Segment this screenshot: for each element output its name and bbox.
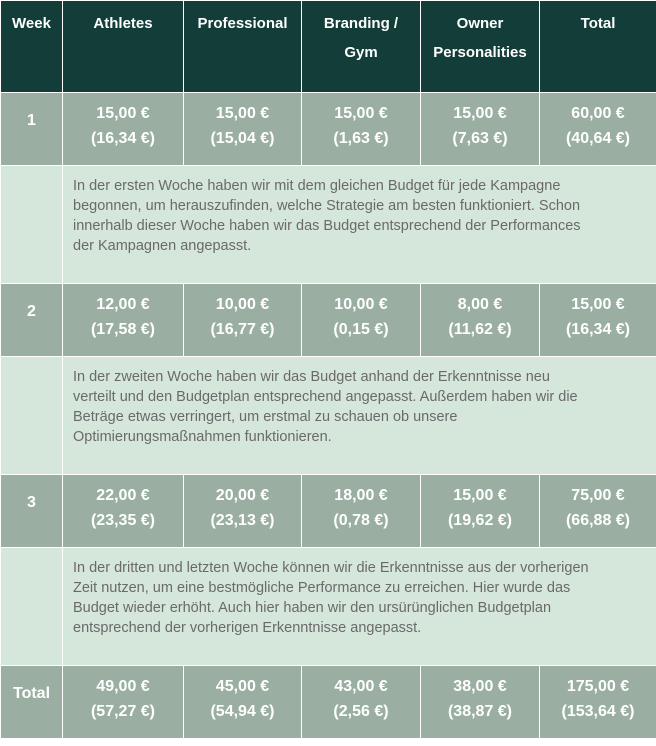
actual-value: (16,34 €) bbox=[565, 321, 631, 338]
cell-branding-gym bbox=[302, 475, 421, 548]
budget-value: 49,00 € bbox=[96, 678, 150, 695]
week-row bbox=[1, 284, 656, 357]
week-row bbox=[1, 475, 656, 548]
budget-value: 38,00 € bbox=[453, 678, 507, 695]
cell-owner-personalities bbox=[421, 93, 540, 166]
cell-total bbox=[540, 284, 656, 357]
header-branding-line2: Gym bbox=[344, 44, 378, 61]
actual-value: (54,94 €) bbox=[210, 703, 275, 720]
note-line: entsprechend der vorherigen Erkenntnisse angepasst. bbox=[73, 620, 422, 636]
budget-value: 15,00 € bbox=[215, 105, 270, 122]
note-line: der Kampagnen angepasst. bbox=[73, 238, 252, 254]
note-spacer bbox=[1, 357, 63, 475]
actual-value: (23,35 €) bbox=[90, 512, 156, 529]
note-line: begonnen, um herauszufinden, welche Strategie am besten funktioniert. Schon bbox=[73, 198, 581, 214]
week-number: 1 bbox=[1, 93, 63, 166]
actual-value: (40,64 €) bbox=[565, 130, 631, 147]
cell-branding-gym bbox=[302, 666, 421, 739]
cell-branding-gym bbox=[302, 284, 421, 357]
budget-value: 15,00 € bbox=[96, 105, 150, 122]
week-note bbox=[63, 166, 656, 284]
budget-value: 15,00 € bbox=[571, 296, 625, 313]
week-row bbox=[1, 93, 656, 166]
cell-owner-personalities bbox=[421, 475, 540, 548]
header-owner-line1: Owner bbox=[456, 15, 504, 32]
actual-value: (16,34 €) bbox=[90, 130, 156, 147]
note-line: innerhalb dieser Woche haben wir das Budget entsprechend der Performances bbox=[73, 218, 581, 234]
note-line: Beträge etwas verringert, um erstmal zu schauen ob unsere bbox=[73, 409, 458, 425]
header-owner-line2: Personalities bbox=[433, 44, 527, 61]
totals-label: Total bbox=[1, 666, 63, 739]
note-line: In der zweiten Woche haben wir das Budget anhand der Erkenntnisse neu bbox=[73, 369, 550, 385]
cell-professional bbox=[184, 666, 302, 739]
header-branding-gym bbox=[302, 1, 421, 93]
cell-athletes bbox=[63, 284, 184, 357]
note-row bbox=[1, 166, 656, 284]
budget-value: 10,00 € bbox=[215, 296, 270, 313]
budget-value: 75,00 € bbox=[571, 487, 625, 504]
actual-value: (11,62 €) bbox=[448, 321, 512, 338]
actual-value: (0,15 €) bbox=[333, 321, 389, 338]
budget-value: 15,00 € bbox=[453, 487, 507, 504]
note-row bbox=[1, 357, 656, 475]
budget-value: 10,00 € bbox=[334, 296, 388, 313]
week-note bbox=[63, 548, 656, 666]
actual-value: (19,62 €) bbox=[447, 512, 513, 529]
cell-owner-personalities bbox=[421, 666, 540, 739]
cell-athletes bbox=[63, 93, 184, 166]
actual-value: (15,04 €) bbox=[210, 130, 275, 147]
header-row bbox=[1, 1, 656, 93]
budget-value: 12,00 € bbox=[96, 296, 150, 313]
budget-value: 60,00 € bbox=[571, 105, 625, 122]
cell-athletes bbox=[63, 666, 184, 739]
budget-value: 20,00 € bbox=[215, 487, 270, 504]
actual-value: (38,87 €) bbox=[447, 703, 513, 720]
actual-value: (1,63 €) bbox=[333, 130, 389, 147]
note-line: In der ersten Woche haben wir mit dem gleichen Budget für jede Kampagne bbox=[73, 178, 561, 194]
header-owner-personalities bbox=[421, 1, 540, 93]
cell-branding-gym bbox=[302, 93, 421, 166]
cell-total bbox=[540, 93, 656, 166]
header-professional: Professional bbox=[184, 1, 302, 93]
cell-professional bbox=[184, 284, 302, 357]
header-total: Total bbox=[540, 1, 656, 93]
actual-value: (2,56 €) bbox=[333, 703, 389, 720]
budget-value: 22,00 € bbox=[96, 487, 150, 504]
cell-professional bbox=[184, 475, 302, 548]
note-spacer bbox=[1, 166, 63, 284]
cell-total bbox=[540, 666, 656, 739]
week-number: 2 bbox=[1, 284, 63, 357]
budget-value: 43,00 € bbox=[334, 678, 388, 695]
actual-value: (17,58 €) bbox=[90, 321, 156, 338]
note-line: In der dritten und letzten Woche können wir die Erkenntnisse aus der vorherigen bbox=[73, 560, 589, 576]
note-line: Budget wieder erhöht. Auch hier haben wir den ursürünglichen Budgetplan bbox=[73, 600, 552, 616]
cell-owner-personalities bbox=[421, 284, 540, 357]
cell-total bbox=[540, 475, 656, 548]
week-number: 3 bbox=[1, 475, 63, 548]
budget-value: 15,00 € bbox=[334, 105, 388, 122]
actual-value: (66,88 €) bbox=[565, 512, 631, 529]
header-athletes: Athletes bbox=[63, 1, 184, 93]
budget-value: 8,00 € bbox=[457, 296, 503, 313]
header-branding-line1: Branding / bbox=[323, 15, 399, 32]
note-spacer bbox=[1, 548, 63, 666]
actual-value: (57,27 €) bbox=[90, 703, 156, 720]
note-line: Zeit nutzen, um eine bestmögliche Performance zu erreichen. Hier wurde das bbox=[73, 580, 571, 596]
budget-value: 15,00 € bbox=[453, 105, 507, 122]
note-line: verteilt und den Budgetplan entsprechend angepasst. Außerdem haben wir die bbox=[73, 389, 578, 405]
note-line: Optimierungsmaßnahmen funktionieren. bbox=[73, 429, 332, 445]
actual-value: (7,63 €) bbox=[452, 130, 508, 147]
actual-value: (153,64 €) bbox=[561, 703, 635, 720]
cell-professional bbox=[184, 93, 302, 166]
budget-value: 45,00 € bbox=[215, 678, 270, 695]
header-week: Week bbox=[1, 1, 63, 93]
note-row bbox=[1, 548, 656, 666]
budget-value: 175,00 € bbox=[566, 678, 630, 695]
cell-athletes bbox=[63, 475, 184, 548]
budget-value: 18,00 € bbox=[334, 487, 388, 504]
actual-value: (16,77 €) bbox=[210, 321, 275, 338]
actual-value: (0,78 €) bbox=[333, 512, 389, 529]
totals-row bbox=[1, 666, 656, 739]
week-note bbox=[63, 357, 656, 475]
actual-value: (23,13 €) bbox=[210, 512, 275, 529]
